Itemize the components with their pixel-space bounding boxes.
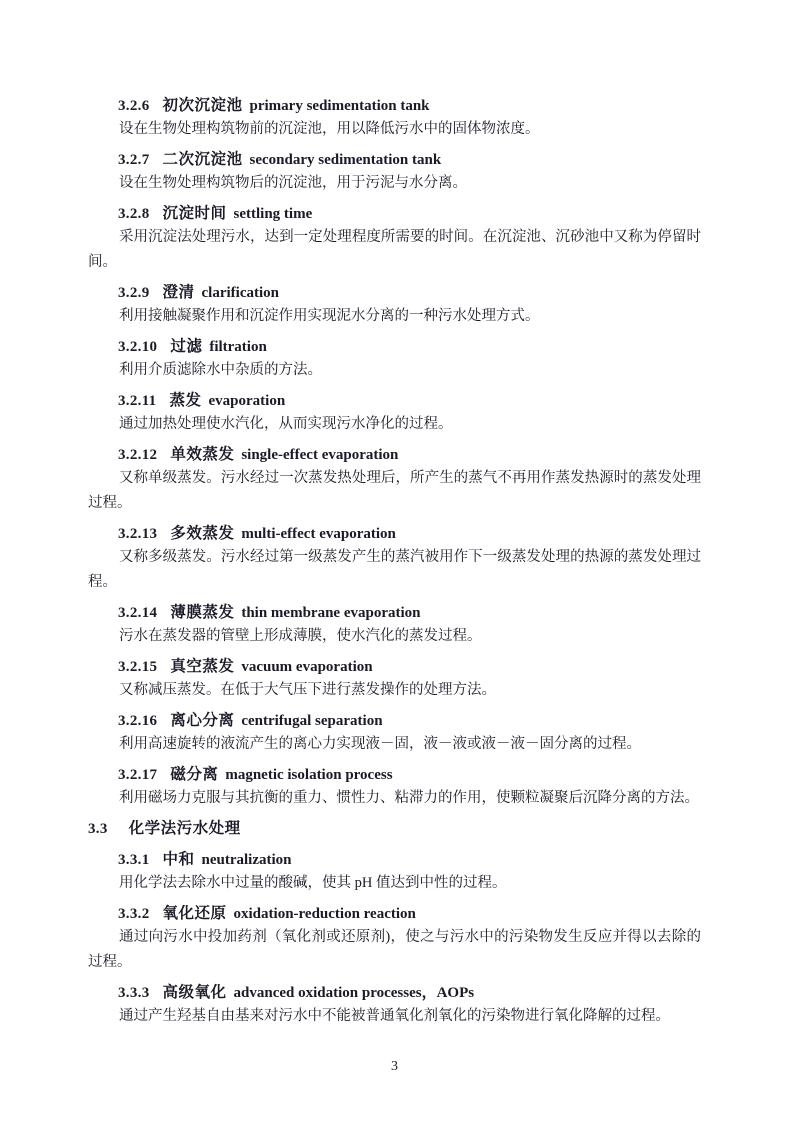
term-heading [88,523,701,545]
term-entry [88,523,701,595]
term-heading [88,336,701,358]
term-definition: 设在生物处理构筑物前的沉淀池，用以降低污水中的固体物浓度。 [119,121,540,137]
term-heading [88,849,701,871]
term-zh: 沉淀时间 [162,205,227,222]
term-zh: 多效蒸发 [170,525,235,542]
term-number: 3.2.10 [118,339,158,355]
term-number: 3.3.1 [118,852,150,868]
term-entry [88,95,701,142]
term-entry [88,336,701,383]
term-zh: 中和 [162,851,195,868]
term-zh: 澄清 [162,284,195,301]
term-definition: 利用接触凝聚作用和沉淀作用实现泥水分离的一种污水处理方式。 [119,308,540,324]
term-en: clarification [201,285,279,301]
term-en: filtration [209,339,267,355]
term-definition: 又称减压蒸发。在低于大气压下进行蒸发操作的处理方法。 [119,682,496,698]
term-definition: 通过加热处理使水汽化，从而实现污水净化的过程。 [119,416,453,432]
term-heading [88,656,701,678]
term-zh: 单效蒸发 [170,446,235,463]
term-entry [88,203,701,275]
term-heading [88,203,701,225]
term-zh: 真空蒸发 [170,658,235,675]
term-en: neutralization [201,852,292,868]
term-heading [88,903,701,925]
term-zh: 薄膜蒸发 [170,604,235,621]
term-entry [88,710,701,757]
term-entry [88,390,701,437]
term-heading [88,710,701,732]
section-title: 化学法污水处理 [128,820,241,837]
section-number: 3.3 [88,821,108,837]
term-definition: 用化学法去除水中过量的酸碱，使其 pH 值达到中性的过程。 [119,875,507,891]
term-entry [88,764,701,811]
term-definition: 又称多级蒸发。污水经过第一级蒸发产生的蒸汽被用作下一级蒸发处理的热源的蒸发处理过程。 [88,549,701,590]
term-zh: 磁分离 [170,766,219,783]
term-heading [88,149,701,171]
term-definition: 利用高速旋转的液流产生的离心力实现液－固，液－液或液－液－固分离的过程。 [119,736,641,752]
term-number: 3.2.7 [118,152,150,168]
term-en: thin membrane evaporation [241,605,421,621]
term-heading [88,764,701,786]
term-definition: 利用介质滤除水中杂质的方法。 [119,362,322,378]
term-en: primary sedimentation tank [249,98,430,114]
term-number: 3.2.6 [118,98,150,114]
term-heading [88,95,701,117]
term-definition: 通过产生羟基自由基来对污水中不能被普通氧化剂氧化的污染物进行氧化降解的过程。 [119,1008,670,1024]
term-en: multi-effect evaporation [241,526,396,542]
term-entry [88,849,701,896]
term-zh: 蒸发 [169,392,202,409]
term-number: 3.2.12 [118,447,158,463]
term-number: 3.2.16 [118,713,158,729]
term-heading [88,982,701,1004]
term-en: magnetic isolation process [225,767,393,783]
term-zh: 氧化还原 [162,905,227,922]
term-definition: 通过向污水中投加药剂（氧化剂或还原剂)，使之与污水中的污染物发生反应并得以去除的过程。 [88,929,701,970]
term-definition: 又称单级蒸发。污水经过一次蒸发热处理后，所产生的蒸气不再用作蒸发热源时的蒸发处理过程。 [88,470,701,511]
term-number: 3.3.2 [118,906,150,922]
term-number: 3.2.11 [118,393,157,409]
term-zh: 二次沉淀池 [162,151,243,168]
term-number: 3.2.14 [118,605,158,621]
term-zh: 离心分离 [170,712,235,729]
term-heading [88,390,701,412]
term-number: 3.2.13 [118,526,158,542]
term-definition: 设在生物处理构筑物后的沉淀池，用于污泥与水分离。 [119,175,467,191]
term-number: 3.2.17 [118,767,158,783]
term-entry [88,656,701,703]
term-en: advanced oxidation processes，AOPs [233,985,475,1001]
term-definition: 利用磁场力克服与其抗衡的重力、惯性力、粘滞力的作用，使颗粒凝聚后沉降分离的方法。 [119,790,699,806]
term-en: evaporation [208,393,286,409]
term-definition: 污水在蒸发器的管壁上形成薄膜，使水汽化的蒸发过程。 [119,628,482,644]
term-heading [88,444,701,466]
term-number: 3.2.9 [118,285,150,301]
term-zh: 过滤 [170,338,203,355]
term-entry [88,602,701,649]
term-number: 3.2.8 [118,206,150,222]
term-entry [88,982,701,1029]
term-zh: 初次沉淀池 [162,97,243,114]
term-entry [88,444,701,516]
term-en: settling time [233,206,313,222]
page-number: 3 [391,1059,398,1074]
term-en: secondary sedimentation tank [249,152,442,168]
term-zh: 高级氧化 [162,984,227,1001]
term-en: single-effect evaporation [241,447,399,463]
term-heading [88,602,701,624]
term-entry [88,282,701,329]
term-number: 3.2.15 [118,659,158,675]
term-definition: 采用沉淀法处理污水，达到一定处理程度所需要的时间。在沉淀池、沉砂池中又称为停留时间。 [88,229,701,270]
term-en: oxidation-reduction reaction [233,906,416,922]
term-en: centrifugal separation [241,713,383,729]
term-number: 3.3.3 [118,985,150,1001]
term-heading [88,282,701,304]
term-en: vacuum evaporation [241,659,373,675]
term-entry [88,903,701,975]
term-entry [88,149,701,196]
section-heading [88,818,701,840]
